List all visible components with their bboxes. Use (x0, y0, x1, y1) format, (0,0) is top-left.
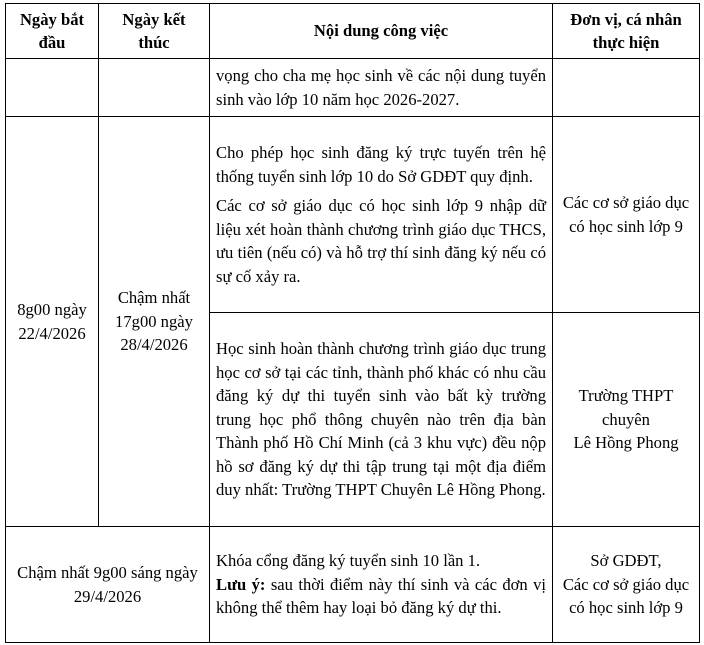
unit-cell (553, 59, 700, 117)
unit-line: Các cơ sở giáo dục có học sinh lớp 9 (562, 574, 690, 618)
content-paragraph: Cho phép học sinh đăng ký trực tuyến trên hệ thống tuyển sinh lớp 10 do Sở GDĐT quy định. (216, 143, 546, 186)
table-row (6, 59, 700, 117)
end-date-cell (99, 59, 210, 117)
header-end-date: Ngày kết thúc (99, 4, 210, 59)
content-paragraph: Các cơ sở giáo dục có học sinh lớp 9 nhập dữ liệu xét hoàn thành chương trình giáo dục THCS, ưu tiên (nếu có) và hỗ trợ thí sinh đăng ký nếu có sự cố xảy ra. (216, 196, 546, 286)
unit-line: Lê Hồng Phong (573, 433, 679, 453)
header-start-date: Ngày bắt đầu (6, 4, 99, 59)
unit-line: Sở GDĐT, (590, 551, 662, 571)
content-cell: Học sinh hoàn thành chương trình giáo dục trung học cơ sở tại các tỉnh, thành phố khác có nhu cầu đăng ký dự thi tuyển sinh vào bất kỳ trường trung học phổ thông chuyên nào trên địa bàn Thành phố Hồ Chí Minh (cả 3 khu vực) đều nộp hồ sơ đăng ký dự thi tập trung tại một địa điểm duy nhất: Trường THPT Chuyên Lê Hồng Phong. (210, 313, 553, 527)
header-content: Nội dung công việc (210, 4, 553, 59)
content-line: Khóa cổng đăng ký tuyển sinh 10 lần 1. (216, 551, 481, 571)
unit-cell (553, 527, 700, 643)
content-cell (210, 527, 553, 643)
start-date-cell: 8g00 ngày 22/4/2026 (6, 117, 99, 527)
header-unit: Đơn vị, cá nhân thực hiện (553, 4, 700, 59)
unit-line: chuyên (602, 409, 650, 429)
note-text: sau thời điểm này thí sinh và các đơn vị không thể thêm hay loại bỏ đăng ký dự thi. (216, 574, 547, 618)
unit-cell: Các cơ sở giáo dục có học sinh lớp 9 (553, 117, 700, 313)
end-date-cell: Chậm nhất 17g00 ngày 28/4/2026 (99, 117, 210, 527)
unit-cell (553, 313, 700, 527)
unit-line: Trường THPT (578, 386, 674, 406)
content-cell (210, 117, 553, 313)
start-date-cell (6, 59, 99, 117)
note-label: Lưu ý: (216, 574, 266, 594)
content-cell: vọng cho cha mẹ học sinh về các nội dung tuyển sinh vào lớp 10 năm học 2026-2027. (210, 59, 553, 117)
deadline-date-cell: Chậm nhất 9g00 sáng ngày 29/4/2026 (6, 527, 210, 643)
table-row (6, 117, 700, 313)
table-row (6, 527, 700, 643)
schedule-table (5, 3, 700, 643)
header-row (6, 4, 700, 59)
